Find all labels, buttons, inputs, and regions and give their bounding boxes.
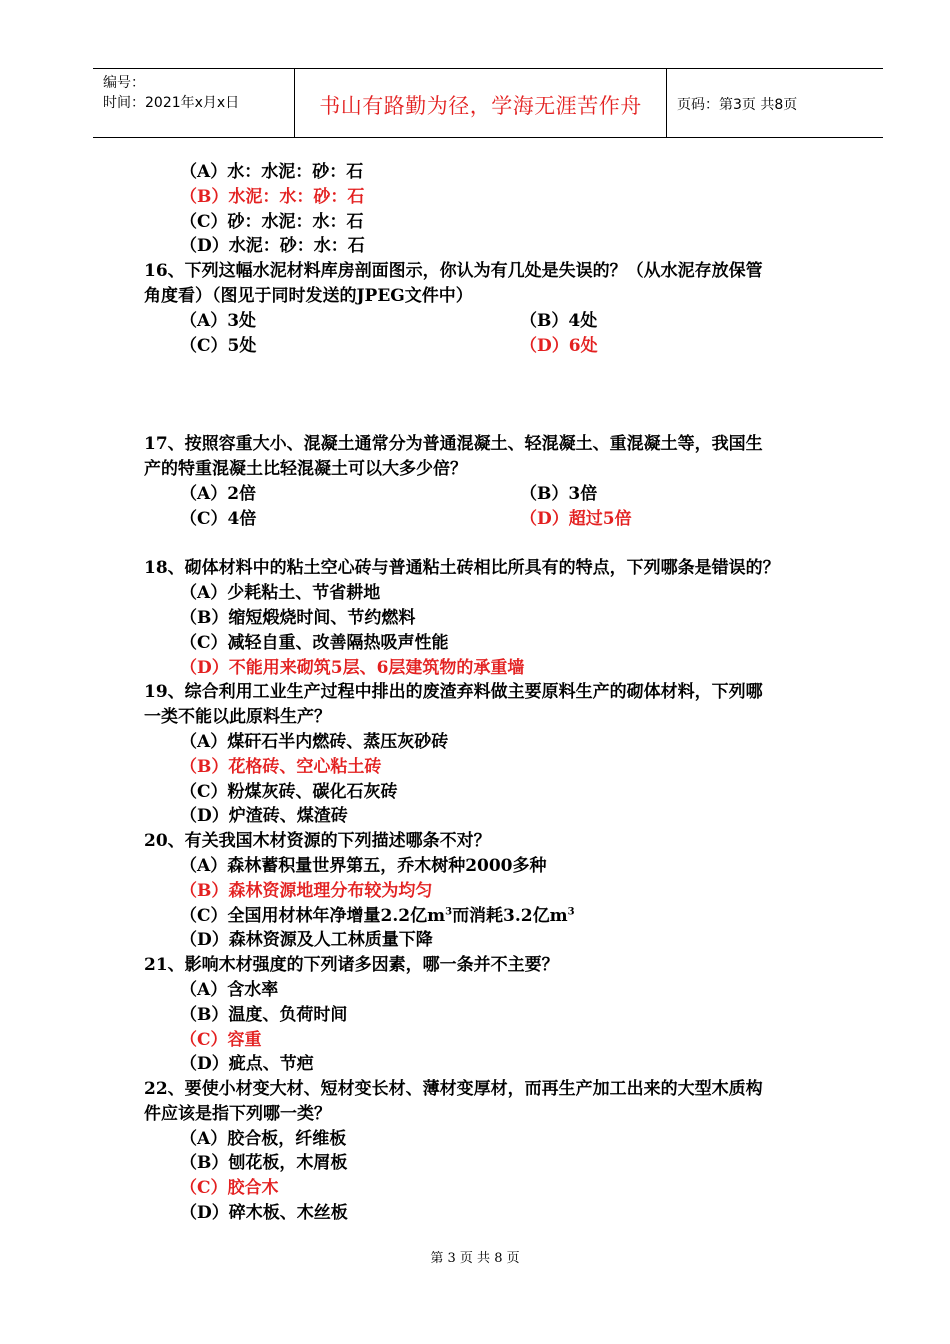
- option-line: （B）3倍: [520, 483, 598, 504]
- option-row: [144, 507, 844, 532]
- option-line: [144, 904, 844, 929]
- option-line: （C）粉煤灰砖、碳化石灰砖: [180, 781, 398, 802]
- question-list: [144, 160, 844, 1226]
- option-line: （A）胶合板，纤维板: [180, 1128, 347, 1149]
- option-row: [144, 309, 844, 334]
- superscript: 3: [567, 905, 575, 917]
- correct-option-line: （C）胶合木: [180, 1178, 279, 1199]
- option-line: （A）少耗粘土、节省耕地: [180, 583, 381, 604]
- question-text: 角度看）（图见于同时发送的JPEG文件中）: [144, 285, 473, 306]
- question-text: 产的特重混凝土比轻混凝土可以大多少倍？: [144, 459, 467, 480]
- option-line: （B）刨花板，木屑板: [180, 1153, 348, 1174]
- option-line: （A）2倍: [180, 483, 257, 504]
- question-text: 件应该是指下列哪一类？: [144, 1103, 331, 1124]
- correct-option-line: （B）水泥：水：砂：石: [180, 186, 365, 207]
- question-text: 20、有关我国木材资源的下列描述哪条不对？: [144, 831, 491, 852]
- option-line: （B）缩短煅烧时间、节约燃料: [180, 607, 416, 628]
- document-time: 时间：2021年x月x日: [103, 95, 240, 111]
- option-line: （D）森林资源及人工林质量下降: [180, 930, 433, 951]
- option-line: （A）森林蓄积量世界第五，乔木树种2000多种: [180, 855, 547, 876]
- header-meta-cell: [93, 69, 295, 137]
- question-text: 22、要使小材变大材、短材变长材、薄材变厚材，而再生产加工出来的大型木质构: [144, 1079, 763, 1100]
- option-line: （A）煤矸石半内燃砖、蒸压灰砂砖: [180, 731, 449, 752]
- question-text: 19、综合利用工业生产过程中排出的废渣弃料做主要原料生产的砌体材料，下列哪: [144, 682, 763, 703]
- page-header: [93, 68, 883, 138]
- question-text: 17、按照容重大小、混凝土通常分为普通混凝土、轻混凝土、重混凝土等，我国生: [144, 434, 763, 455]
- question-text: 18、砌体材料中的粘土空心砖与普通粘土砖相比所具有的特点，下列哪条是错误的？: [144, 558, 780, 579]
- header-page-cell: [667, 69, 883, 137]
- option-line: （A）水：水泥：砂：石: [180, 162, 364, 182]
- correct-option-line: （B）森林资源地理分布较为均匀: [180, 880, 433, 901]
- option-line: （D）水泥：砂：水：石: [180, 236, 365, 257]
- superscript: 3: [445, 905, 453, 917]
- document-number: 编号：: [103, 75, 145, 91]
- spacer: [144, 358, 844, 432]
- question-text: 一类不能以此原料生产？: [144, 707, 331, 728]
- correct-option-line: （C）容重: [180, 1029, 262, 1050]
- option-line: （A）含水率: [180, 979, 279, 1000]
- header-motto-cell: [295, 69, 667, 137]
- question-text: 21、影响木材强度的下列诸多因素，哪一条并不主要？: [144, 955, 559, 976]
- option-line: （C）4倍: [180, 508, 257, 529]
- page-code: 页码：第3页 共8页: [677, 97, 798, 113]
- motto: 书山有路勤为径，学海无涯苦作舟: [319, 94, 642, 118]
- option-line: （D）疵点、节疤: [180, 1054, 314, 1075]
- correct-option-line: （B）花格砖、空心粘土砖: [180, 756, 382, 777]
- correct-option-line: （D）超过5倍: [520, 508, 632, 529]
- option-row: [144, 334, 844, 359]
- option-line: （B）温度、负荷时间: [180, 1004, 348, 1025]
- option-line: （B）4处: [520, 310, 598, 331]
- option-text-part: （C）全国用材林年净增量2.2亿m: [180, 905, 446, 926]
- option-line: （D）碎木板、木丝板: [180, 1203, 348, 1224]
- question-text: 16、下列这幅水泥材料库房剖面图示，你认为有几处是失误的？（从水泥存放保管: [144, 261, 763, 282]
- option-line: （A）3处: [180, 310, 257, 331]
- option-line: （C）减轻自重、改善隔热吸声性能: [180, 632, 449, 653]
- option-row: [144, 482, 844, 507]
- page-footer: 第 3 页 共 8 页: [430, 1251, 520, 1266]
- spacer: [144, 532, 844, 557]
- option-line: （C）砂：水泥：水：石: [180, 211, 364, 232]
- correct-option-line: （D）不能用来砌筑5层、6层建筑物的承重墙: [180, 657, 525, 678]
- option-line: （D）炉渣砖、煤渣砖: [180, 806, 348, 827]
- option-line: （C）5处: [180, 335, 257, 356]
- correct-option-line: （D）6处: [520, 335, 598, 356]
- option-text-part: 而消耗3.2亿m: [452, 905, 568, 926]
